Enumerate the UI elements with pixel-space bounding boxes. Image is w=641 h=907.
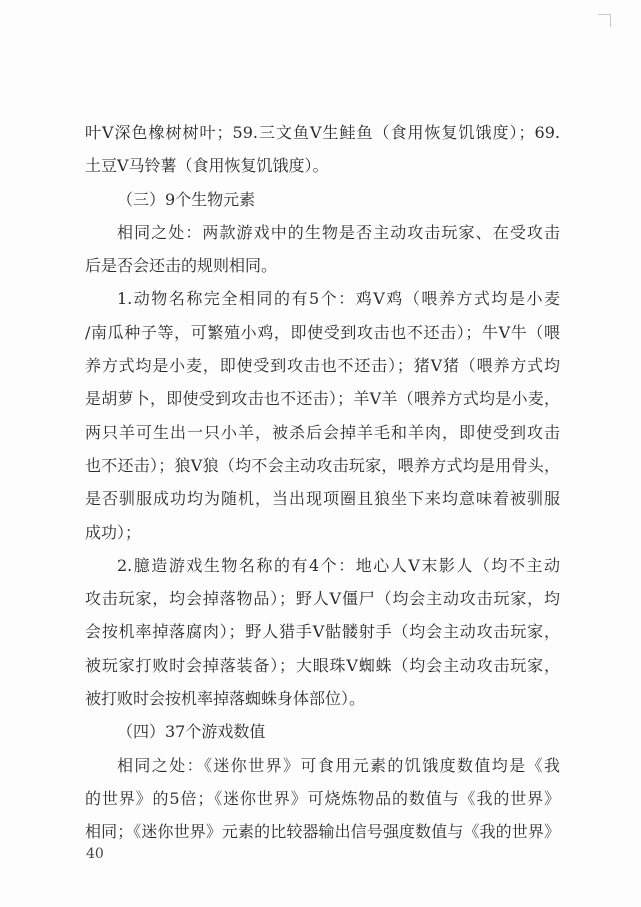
text-line: /南瓜种子等，可繁殖小鸡，即使受到攻击也不还击）；牛Ⅴ牛（喂 — [85, 322, 560, 342]
text-line: 相同；《迷你世界》元素的比较器输出信号强度数值与《我的世界》 — [85, 822, 560, 842]
text-line: （四）37个游戏数值 — [117, 722, 266, 742]
scan-corner-mark — [598, 14, 611, 27]
text-line: 土豆Ⅴ马铃薯（食用恢复饥饿度）。 — [85, 156, 329, 176]
text-line: （三）9个生物元素 — [117, 189, 256, 209]
text-line: 叶Ⅴ深色橡树树叶；59.三文鱼Ⅴ生鲑鱼（食用恢复饥饿度）；69. — [85, 123, 560, 142]
text-line: 养方式均是小麦，即使受到攻击也不还击）；猪Ⅴ猪（喂养方式均 — [85, 356, 560, 376]
text-line: 2.臆造游戏生物名称的有4个：地心人Ⅴ末影人（均不主动 — [117, 555, 560, 575]
text-line: 被打败时会按机率掉落蜘蛛身体部位）。 — [85, 689, 366, 709]
text-line: 被玩家打败时会掉落装备）；大眼珠Ⅴ蜘蛛（均会主动攻击玩家， — [85, 655, 560, 675]
text-line: 会按机率掉落腐肉）；野人猎手Ⅴ骷髅射手（均会主动攻击玩家， — [85, 622, 560, 642]
text-line: 相同之处：《迷你世界》可食用元素的饥饿度数值均是《我 — [117, 755, 560, 775]
body-text — [85, 116, 560, 849]
text-line: 1.动物名称完全相同的有5个：鸡Ⅴ鸡（喂养方式均是小麦 — [117, 289, 560, 309]
text-line: 也不还击）；狼Ⅴ狼（均不会主动攻击玩家，喂养方式均是用骨头， — [85, 455, 560, 475]
text-line: 相同之处：两款游戏中的生物是否主动攻击玩家、在受攻击 — [117, 222, 560, 242]
text-line: 的世界》的5倍；《迷你世界》可烧炼物品的数值与《我的世界》 — [85, 788, 560, 808]
text-line: 是胡萝卜，即使受到攻击也不还击）；羊Ⅴ羊（喂养方式均是小麦， — [85, 389, 560, 409]
text-line: 攻击玩家，均会掉落物品）；野人Ⅴ僵尸（均会主动攻击玩家，均 — [85, 589, 560, 609]
text-line: 后是否会还击的规则相同。 — [85, 256, 278, 276]
text-line: 两只羊可生出一只小羊，被杀后会掉羊毛和羊肉，即使受到攻击 — [85, 422, 560, 442]
page-number: 40 — [86, 846, 104, 862]
text-line: 成功）； — [85, 522, 142, 542]
text-line: 是否驯服成功均为随机，当出现项圈且狼坐下来均意味着被驯服 — [85, 489, 560, 509]
